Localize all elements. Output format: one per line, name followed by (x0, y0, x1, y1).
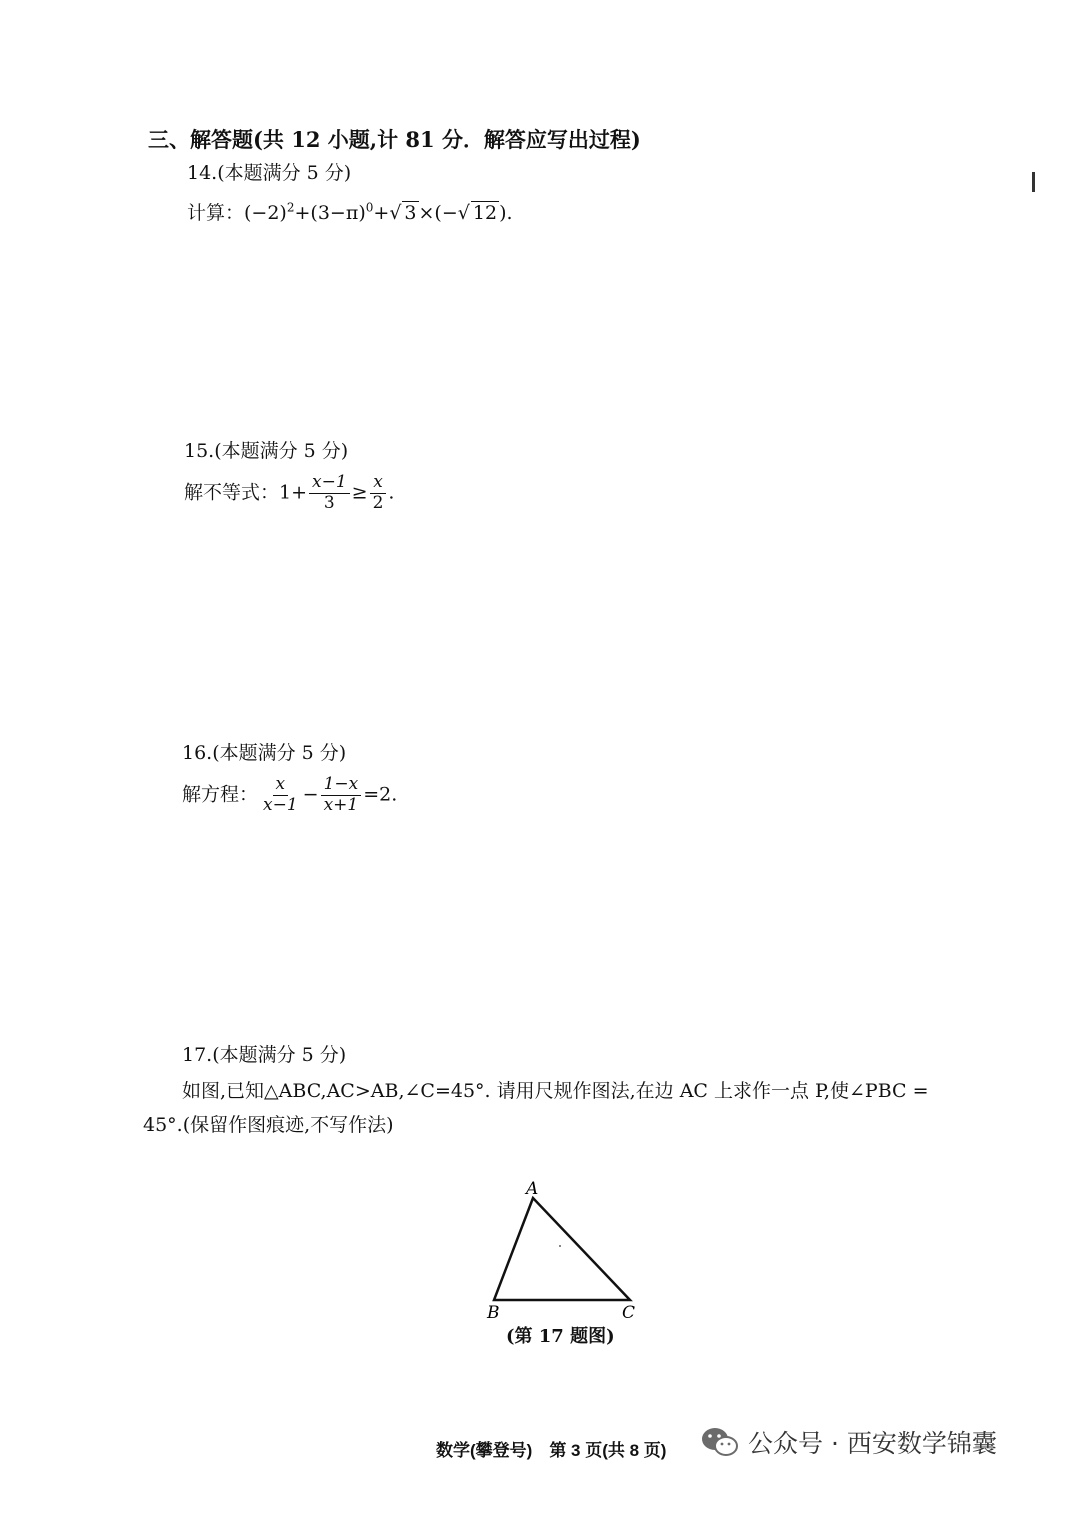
q16-end: =2. (363, 783, 398, 806)
q17-heading: 17.(本题满分 5 分) (182, 1044, 347, 1066)
q14-sqrt3: 3 (404, 202, 417, 224)
wechat-icon (700, 1425, 740, 1459)
q14-prefix: 计算： (187, 202, 245, 224)
q16-frac2-numerator: 1−x (321, 776, 362, 796)
q16-prefix: 解方程： (182, 783, 259, 806)
section-title: 三、解答题(共 12 小题,计 81 分．解答应写出过程) (148, 127, 641, 152)
edge-mark (1032, 172, 1035, 192)
q16-frac2-denominator: x+1 (323, 794, 359, 815)
q14-term-b: +(3−π) (294, 202, 366, 224)
vertex-label-b: B (487, 1303, 500, 1322)
q15-inequality (184, 474, 394, 513)
watermark-text: 公众号 · 西安数学锦囊 (748, 1429, 997, 1458)
q15-frac1-numerator: x−1 (309, 474, 350, 494)
q15-heading: 15.(本题满分 5 分) (184, 440, 349, 462)
sqrt-icon: √ (389, 202, 402, 224)
q16-frac1-numerator: x (273, 776, 289, 796)
q16-fraction-1 (260, 776, 301, 815)
q15-ge: ≥ (351, 481, 368, 504)
q17-text-line-2: 45°.(保留作图痕迹,不写作法) (143, 1114, 394, 1136)
vertex-label-c: C (622, 1303, 636, 1322)
q16-minus: − (302, 783, 319, 806)
q14-exponent-0: 0 (365, 200, 374, 215)
triangle-abc (494, 1198, 630, 1300)
q16-equation (182, 776, 397, 815)
watermark (700, 1424, 997, 1460)
figure-caption: (第 17 题图) (506, 1326, 615, 1347)
q15-prefix: 解不等式：1+ (184, 481, 308, 504)
q14-exponent-2: 2 (286, 200, 295, 215)
q16-frac1-denominator: x−1 (263, 794, 298, 815)
q15-fraction-1 (309, 474, 350, 513)
q14-end: ). (499, 202, 513, 224)
figure-dot (559, 1245, 561, 1247)
q14-sqrt12: 12 (472, 202, 498, 224)
q17-text-line-1: 如图,已知△ABC,AC>AB,∠C=45°. 请用尺规作图法,在边 AC 上求作一点 P,使∠PBC = (182, 1080, 929, 1102)
q14-heading: 14.(本题满分 5 分) (187, 162, 352, 184)
q15-frac2-denominator: 2 (372, 492, 384, 513)
q14-term-a: (−2) (244, 202, 287, 224)
q15-frac2-numerator: x (370, 474, 386, 494)
q14-expression (187, 198, 513, 225)
triangle-figure (470, 1172, 650, 1322)
q14-plus: + (373, 202, 390, 224)
vertex-label-a: A (526, 1179, 539, 1199)
sqrt-icon: √ (457, 202, 470, 224)
q15-end: . (388, 481, 395, 504)
q16-heading: 16.(本题满分 5 分) (182, 742, 347, 764)
page-footer: 数学(攀登号) 第 3 页(共 8 页) (436, 1441, 667, 1460)
q14-times: ×(− (418, 202, 458, 224)
q15-fraction-2 (370, 474, 387, 513)
q15-frac1-denominator: 3 (323, 492, 335, 513)
q16-fraction-2 (321, 776, 362, 815)
